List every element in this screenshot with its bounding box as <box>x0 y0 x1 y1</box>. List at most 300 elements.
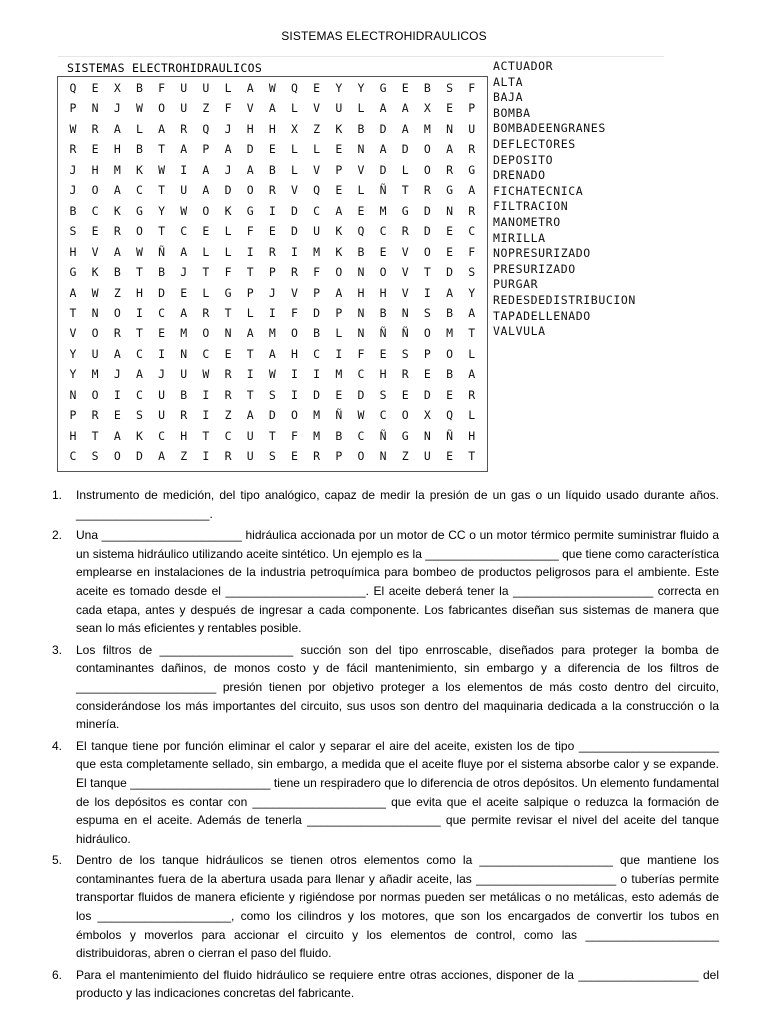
grid-letter: I <box>291 387 298 402</box>
grid-letter: I <box>313 367 321 382</box>
grid-letter: L <box>291 142 298 157</box>
question-text: El tanque tiene por función eliminar el calor y separar el aire del aceite, existen los de tipo _____________________ que esta completamente sellado, sin embargo, a medida que el aceite fluye por el sistema absorbe calor y se expande. El tanque _____________________ tiene un respiradero que lo diferencia de otros depósitos. Un elemento fundamental de los depósitos es contar con ____________________ que evita que el aceite salpique o reduzca la formación de espuma en el aceite. Además de tenerla ____________________ que permite revisar el nivel del aceite del tanque hidráulico. <box>76 738 719 846</box>
grid-letter: O <box>291 326 298 341</box>
grid-letter: R <box>69 142 77 157</box>
question-item <box>52 966 719 1003</box>
grid-letter: D <box>446 265 454 280</box>
grid-letter: A <box>158 449 166 464</box>
grid-letter: O <box>423 162 431 177</box>
question-text: Dentro de los tanque hidráulicos se tienen otros elementos como la ____________________ que mantiene los contaminantes fuera de la abertura usada para llenar y añadir aceite, las _____________________ o tuberías permite transportar fluidos de manera eficiente y rigiéndose por normas pueden ser metálicas o no metálicas, esto además de los ____________________, como los cilindros y los motores, que son los encargados de convertir los tubos en émbolos y moverlos para accionar el circuito y los elementos de control, como las ____________________ distribuidoras, abren o cierran el paso del fluido. <box>76 853 719 961</box>
grid-letter: V <box>69 326 77 341</box>
grid-letter: C <box>379 408 387 423</box>
grid-letter: M <box>268 326 276 341</box>
grid-letter: N <box>446 203 454 218</box>
grid-letter: D <box>423 387 431 402</box>
grid-letter: B <box>313 326 321 341</box>
grid-letter: W <box>69 121 77 136</box>
grid-letter: P <box>423 346 431 361</box>
question-item <box>52 641 719 734</box>
grid-letter: D <box>401 142 409 157</box>
grid-letter: N <box>423 428 431 443</box>
grid-letter: V <box>401 265 409 280</box>
grid-letter: I <box>202 387 210 402</box>
grid-letter: I <box>268 305 276 320</box>
grid-letter: P <box>335 305 343 320</box>
grid-letter: N <box>91 101 99 116</box>
grid-letter: V <box>313 162 321 177</box>
question-text: Instrumento de medición, del tipo analógico, capaz de medir la presión de un gas o un líquido usado durante años. ____________________. <box>76 488 719 521</box>
grid-letter: A <box>246 408 254 423</box>
grid-letter: F <box>291 305 298 320</box>
grid-letter: F <box>291 428 298 443</box>
grid-letter: A <box>202 183 210 198</box>
grid-letter: V <box>291 183 298 198</box>
grid-letter: T <box>246 387 254 402</box>
grid-letter: O <box>91 387 99 402</box>
word-list-item: DEPOSITO <box>493 152 554 167</box>
grid-letter: D <box>268 408 276 423</box>
grid-letter: A <box>113 346 121 361</box>
grid-letter: I <box>202 408 210 423</box>
grid-letter: P <box>69 101 77 116</box>
grid-letter: N <box>357 142 365 157</box>
grid-letter: S <box>69 224 77 239</box>
word-list-item: FILTRACION <box>493 199 569 214</box>
grid-letter: L <box>135 121 143 136</box>
grid-letter: F <box>246 224 254 239</box>
grid-letter: A <box>135 367 143 382</box>
grid-letter: H <box>246 121 254 136</box>
grid-letter: P <box>313 285 321 300</box>
grid-letter: I <box>246 244 254 259</box>
grid-letter: O <box>91 183 99 198</box>
grid-letter: T <box>468 326 476 341</box>
grid-letter: Y <box>69 367 77 382</box>
grid-letter: L <box>357 183 365 198</box>
grid-letter: K <box>335 244 343 259</box>
grid-letter: J <box>224 162 232 177</box>
grid-letter: U <box>91 346 99 361</box>
grid-letter: B <box>158 265 166 280</box>
grid-letter: Q <box>313 183 321 198</box>
grid-letter: O <box>158 101 166 116</box>
grid-letter: Ñ <box>401 326 409 341</box>
grid-letter: M <box>91 367 99 382</box>
word-list-item: TAPADELLENADO <box>493 308 591 323</box>
grid-letter: T <box>224 305 232 320</box>
grid-letter: R <box>224 387 232 402</box>
word-list-item: NOPRESURIZADO <box>493 246 591 261</box>
grid-letter: C <box>224 428 232 443</box>
grid-letter: T <box>135 265 143 280</box>
grid-letter: A <box>180 244 188 259</box>
grid-letter: U <box>158 387 166 402</box>
grid-letter: O <box>423 326 431 341</box>
grid-letter: J <box>113 367 121 382</box>
grid-letter: C <box>135 387 143 402</box>
grid-letter: U <box>313 224 321 239</box>
grid-letter: K <box>91 265 99 280</box>
grid-letter: V <box>357 162 365 177</box>
grid-letter: Z <box>202 101 210 116</box>
grid-letter: R <box>113 224 121 239</box>
grid-letter: T <box>246 265 254 280</box>
grid-letter: Ñ <box>379 183 387 198</box>
word-list-item: VALVULA <box>493 324 546 339</box>
grid-letter: K <box>335 121 343 136</box>
grid-letter: R <box>401 367 409 382</box>
grid-letter: X <box>423 408 431 423</box>
grid-letter: N <box>180 346 188 361</box>
word-list-item: PURGAR <box>493 277 539 292</box>
grid-letter: C <box>379 224 387 239</box>
grid-letter: W <box>135 244 143 259</box>
grid-letter: I <box>180 162 188 177</box>
grid-letter: L <box>468 408 476 423</box>
grid-letter: E <box>224 346 232 361</box>
wordsearch-title: SISTEMAS ELECTROHIDRAULICOS <box>67 61 263 75</box>
grid-letter: L <box>468 346 476 361</box>
grid-letter: A <box>268 101 276 116</box>
grid-letter: U <box>180 101 188 116</box>
grid-letter: D <box>423 203 431 218</box>
grid-letter: Y <box>335 81 343 95</box>
grid-letter: G <box>401 428 409 443</box>
grid-letter: B <box>446 305 454 320</box>
grid-letter: A <box>446 142 454 157</box>
grid-letter: F <box>224 265 232 280</box>
question-number: 4. <box>52 738 63 753</box>
grid-letter: R <box>313 449 321 464</box>
grid-letter: W <box>158 162 166 177</box>
grid-letter: D <box>291 224 298 239</box>
grid-letter: B <box>335 428 343 443</box>
grid-letter: D <box>246 142 254 157</box>
grid-letter: F <box>224 101 232 116</box>
grid-letter: T <box>158 224 166 239</box>
grid-letter: U <box>246 449 254 464</box>
grid-letter: B <box>113 265 121 280</box>
grid-letter: A <box>468 305 476 320</box>
grid-letter: L <box>202 285 210 300</box>
question-text: Para el mantenimiento del fluido hidráulico se requiere entre otras acciones, disponer de la __________________ del producto y las indicaciones concretas del fabricante. <box>76 967 719 1001</box>
grid-letter: S <box>401 346 409 361</box>
grid-letter: A <box>335 203 343 218</box>
grid-letter: C <box>468 224 476 239</box>
grid-letter: L <box>357 101 365 116</box>
grid-letter: Q <box>357 224 365 239</box>
grid-letter: Ñ <box>335 408 343 423</box>
grid-letter: A <box>180 305 188 320</box>
grid-letter: E <box>446 244 454 259</box>
word-list-item: REDESDEDISTRIBUCION <box>493 293 636 307</box>
grid-letter: H <box>135 285 143 300</box>
document-title: SISTEMAS ELECTROHIDRAULICOS <box>281 29 487 43</box>
grid-letter: T <box>246 346 254 361</box>
grid-letter: A <box>180 142 188 157</box>
grid-letter: X <box>113 81 121 95</box>
grid-letter: M <box>313 408 321 423</box>
grid-letter: M <box>180 326 188 341</box>
grid-letter: C <box>91 203 99 218</box>
grid-letter: K <box>335 224 343 239</box>
grid-letter: C <box>158 305 166 320</box>
grid-letter: R <box>91 121 99 136</box>
grid-letter: P <box>202 142 210 157</box>
grid-letter: B <box>357 121 365 136</box>
grid-letter: I <box>202 449 210 464</box>
grid-letter: R <box>113 326 121 341</box>
question-number: 3. <box>52 642 63 657</box>
word-list-item: FICHATECNICA <box>493 183 584 198</box>
grid-letter: W <box>268 81 276 95</box>
grid-letter: V <box>401 285 409 300</box>
grid-letter: N <box>69 387 77 402</box>
grid-letter: M <box>313 428 321 443</box>
grid-letter: L <box>401 162 409 177</box>
grid-letter: X <box>291 121 298 136</box>
grid-letter: L <box>291 101 298 116</box>
grid-letter: F <box>468 244 476 259</box>
grid-letter: K <box>135 162 143 177</box>
question-list <box>52 486 719 1006</box>
grid-letter: V <box>91 244 99 259</box>
grid-letter: H <box>69 244 77 259</box>
grid-letter: C <box>357 428 365 443</box>
grid-letter: V <box>313 101 321 116</box>
grid-letter: L <box>291 162 298 177</box>
grid-letter: R <box>180 408 188 423</box>
grid-letter: U <box>180 81 188 95</box>
grid-letter: E <box>335 142 343 157</box>
question-number: 5. <box>52 853 63 868</box>
grid-letter: T <box>401 183 409 198</box>
grid-letter: D <box>135 449 143 464</box>
title-divider <box>58 56 664 57</box>
grid-letter: T <box>202 428 210 443</box>
grid-letter: D <box>357 387 365 402</box>
grid-letter: I <box>291 244 298 259</box>
grid-letter: E <box>268 224 276 239</box>
grid-letter: N <box>357 305 365 320</box>
grid-letter: M <box>335 367 343 382</box>
grid-letter: C <box>313 346 321 361</box>
grid-letter: L <box>202 244 210 259</box>
grid-letter: T <box>202 265 210 280</box>
question-item <box>52 737 719 849</box>
grid-letter: C <box>202 346 210 361</box>
grid-letter: E <box>379 244 387 259</box>
question-item <box>52 526 719 638</box>
grid-letter: H <box>113 142 121 157</box>
grid-letter: P <box>335 449 343 464</box>
grid-letter: L <box>224 81 232 95</box>
grid-letter: D <box>158 285 166 300</box>
word-list-item: BOMBA <box>493 105 531 120</box>
question-number: 2. <box>52 528 63 543</box>
grid-letter: P <box>69 408 77 423</box>
grid-letter: W <box>91 285 99 300</box>
grid-letter: U <box>246 428 254 443</box>
grid-letter: M <box>423 121 431 136</box>
grid-letter: E <box>379 346 387 361</box>
grid-letter: T <box>158 142 166 157</box>
grid-letter: G <box>246 203 254 218</box>
grid-letter: B <box>69 203 77 218</box>
grid-letter: E <box>268 142 276 157</box>
grid-letter: E <box>313 81 321 95</box>
grid-letter: F <box>468 81 476 95</box>
grid-letter: T <box>468 449 476 464</box>
grid-letter: A <box>268 346 276 361</box>
grid-letter: A <box>379 101 387 116</box>
grid-letter: G <box>401 203 409 218</box>
grid-letter: I <box>423 285 431 300</box>
grid-letter: K <box>135 428 143 443</box>
grid-letter: T <box>268 428 276 443</box>
grid-letter: Ñ <box>446 428 454 443</box>
grid-letter: N <box>357 265 365 280</box>
grid-letter: S <box>91 449 99 464</box>
grid-letter: O <box>113 449 121 464</box>
grid-letter: P <box>335 162 343 177</box>
grid-letter: E <box>446 449 454 464</box>
grid-letter: P <box>468 101 476 116</box>
grid-letter: V <box>291 285 298 300</box>
grid-letter: E <box>446 101 454 116</box>
question-number: 1. <box>52 488 63 502</box>
grid-letter: O <box>113 305 121 320</box>
question-text: Los filtros de ____________________ succión son del tipo enrroscable, diseñados para proteger la bomba de contaminantes dañinos, de monos costo y de fácil mantenimiento, sin embargo y a diferencia de los filtros de _____________________ presión tienen por objetivo proteger a los elementos de más costo dentro del circuito, considerándose los más importantes del circuito, sus usos son dentro del maquinaria dedicada a la construcción o la minería. <box>76 642 719 732</box>
grid-letter: R <box>446 162 454 177</box>
grid-letter: R <box>291 265 298 280</box>
grid-letter: M <box>313 244 321 259</box>
grid-letter: R <box>180 121 188 136</box>
question-item <box>52 486 719 523</box>
grid-letter: U <box>180 183 188 198</box>
grid-letter: I <box>158 346 166 361</box>
grid-letter: Z <box>313 121 321 136</box>
grid-letter: C <box>357 367 365 382</box>
grid-letter: X <box>423 101 431 116</box>
grid-letter: D <box>291 203 298 218</box>
grid-letter: Y <box>357 81 365 95</box>
word-list-item: PRESURIZADO <box>493 261 576 276</box>
grid-letter: E <box>291 449 298 464</box>
word-list-item: BAJA <box>493 90 524 105</box>
grid-letter: L <box>335 326 343 341</box>
grid-letter: W <box>202 367 210 382</box>
grid-letter: W <box>268 367 276 382</box>
grid-letter: E <box>91 81 99 95</box>
grid-letter: D <box>313 387 321 402</box>
grid-letter: T <box>69 305 77 320</box>
grid-letter: C <box>313 203 321 218</box>
grid-letter: I <box>246 367 254 382</box>
grid-letter: Z <box>113 285 121 300</box>
grid-letter: Ñ <box>379 428 387 443</box>
grid-letter: S <box>468 265 476 280</box>
grid-letter: I <box>135 305 143 320</box>
grid-letter: A <box>246 162 254 177</box>
grid-letter: T <box>135 326 143 341</box>
grid-letter: A <box>246 326 254 341</box>
grid-letter: N <box>379 449 387 464</box>
grid-letter: E <box>91 224 99 239</box>
grid-letter: A <box>446 285 454 300</box>
grid-letter: T <box>91 428 99 443</box>
grid-letter: Ñ <box>158 244 166 259</box>
grid-letter: H <box>468 428 476 443</box>
grid-letter: L <box>313 142 321 157</box>
grid-letter: A <box>224 142 232 157</box>
grid-letter: R <box>224 367 232 382</box>
grid-letter: J <box>180 265 188 280</box>
grid-letter: A <box>113 244 121 259</box>
grid-letter: Z <box>180 449 188 464</box>
grid-letter: G <box>135 203 143 218</box>
grid-letter: J <box>69 162 77 177</box>
grid-letter: U <box>158 408 166 423</box>
grid-letter: A <box>468 183 476 198</box>
grid-letter: N <box>91 305 99 320</box>
grid-letter: C <box>158 428 166 443</box>
grid-letter: K <box>113 203 121 218</box>
grid-letter: P <box>246 285 254 300</box>
grid-letter: H <box>180 428 188 443</box>
grid-letter: L <box>224 244 232 259</box>
grid-letter: R <box>202 305 210 320</box>
word-list-item: MANOMETRO <box>493 215 561 229</box>
grid-letter: Y <box>69 346 77 361</box>
grid-letter: E <box>180 285 188 300</box>
grid-letter: I <box>113 387 121 402</box>
grid-letter: S <box>446 81 454 95</box>
grid-letter: D <box>423 224 431 239</box>
question-item <box>52 851 719 963</box>
grid-letter: Ñ <box>379 326 387 341</box>
grid-letter: B <box>268 162 276 177</box>
grid-letter: O <box>291 408 298 423</box>
grid-letter: D <box>379 121 387 136</box>
grid-letter: U <box>335 101 343 116</box>
grid-letter: A <box>246 81 254 95</box>
grid-letter: G <box>69 265 77 280</box>
grid-letter: V <box>401 244 409 259</box>
grid-letter: L <box>246 305 254 320</box>
grid-letter: Q <box>69 81 77 95</box>
grid-letter: S <box>423 305 431 320</box>
grid-letter: R <box>468 203 476 218</box>
grid-letter: E <box>91 142 99 157</box>
grid-letter: R <box>423 183 431 198</box>
question-text: Una _____________________ hidráulica accionada por un motor de CC o un motor térmico permite suministrar fluido a un sistema hidráulico utilizando aceite sintético. Un ejemplo es la ____________________ que tiene como característica emplearse en instalaciones de la industria petroquímica para bombeo de productos peligrosos para el ambiente. Este aceite es tomado desde el _____________________. El aceite deberá tener la _____________________ correcta en cada etapa, antes y después de ingresar a cada componente. Los fabricantes diseñan sus sistemas de manera que sean lo más eficientes y rentables posible. <box>76 528 719 636</box>
grid-letter: U <box>202 81 210 95</box>
grid-letter: D <box>224 183 232 198</box>
grid-letter: O <box>401 408 409 423</box>
grid-letter: O <box>423 244 431 259</box>
grid-letter: L <box>224 224 232 239</box>
grid-letter: S <box>268 449 276 464</box>
word-list-item: BOMBADEENGRANES <box>493 121 606 136</box>
grid-letter: I <box>291 367 298 382</box>
grid-letter: O <box>202 326 210 341</box>
grid-letter: S <box>268 387 276 402</box>
grid-letter: O <box>135 224 143 239</box>
grid-letter: Q <box>446 408 454 423</box>
grid-letter: Q <box>202 121 210 136</box>
grid-letter: B <box>135 142 143 157</box>
